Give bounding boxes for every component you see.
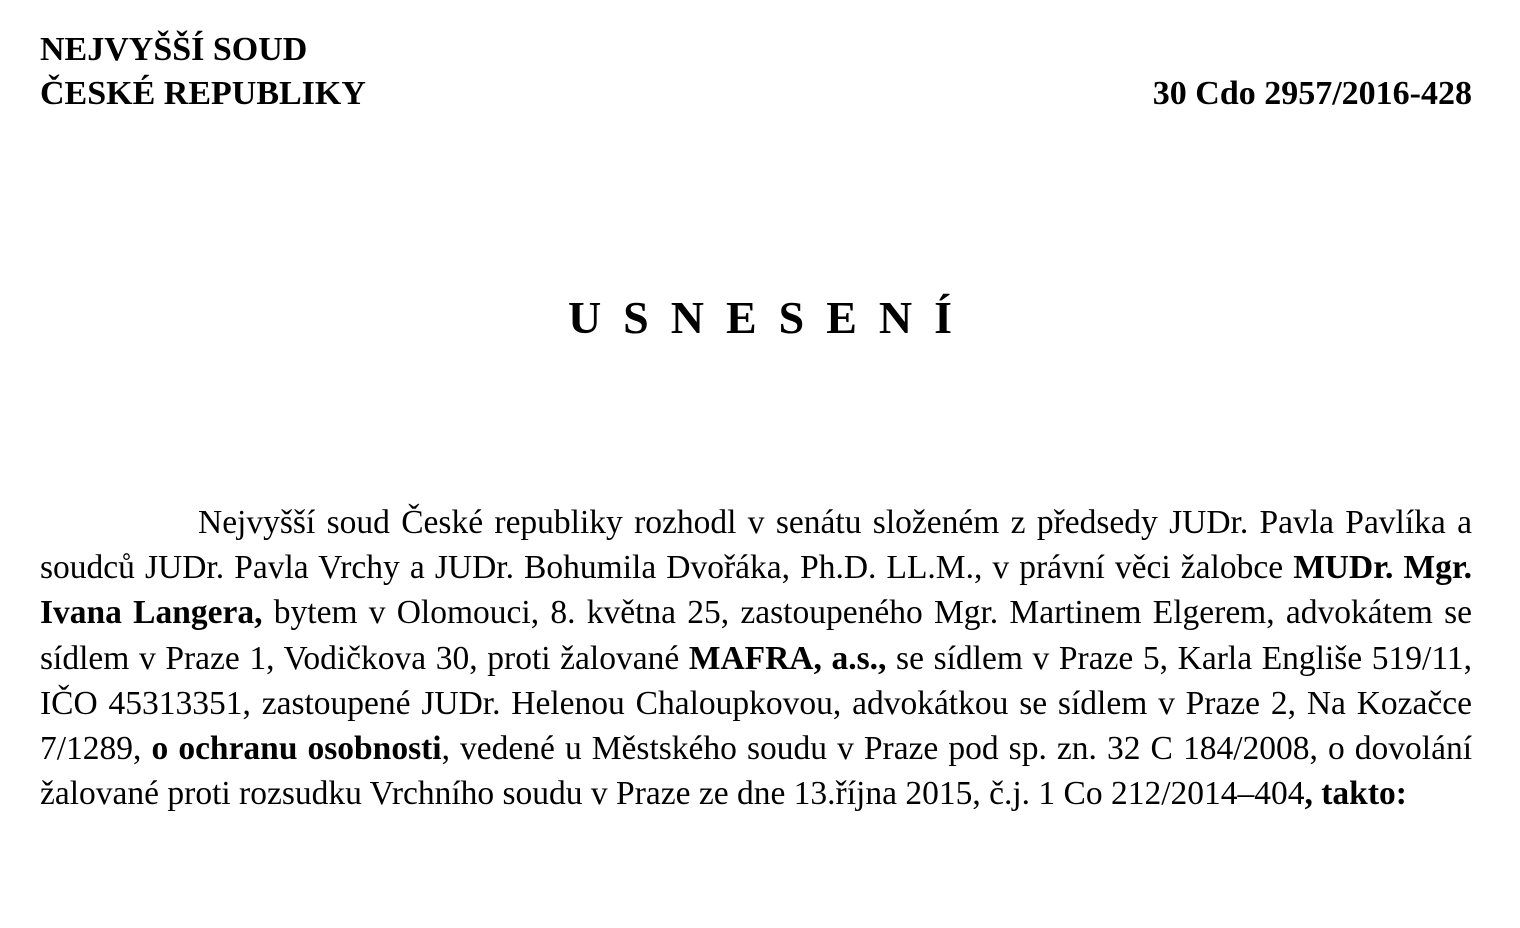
court-name [40,28,366,116]
proceedings-text: , vedené u Městského soudu v Praze pod sp. zn. 32 C 184/2008, o dovolání žalované proti rozsudku Vrchního soudu v Praze ze dne 13.října 2015, č.j. 1 Co 212/2014–404 [40,730,1473,813]
defendant-name: MAFRA, a.s., [688,639,887,677]
case-number: 30 Cdo 2957/2016-428 [1152,75,1472,112]
intro-text: Nejvyšší soud České republiky rozhodl v senátu složeném z předsedy JUDr. Pavla Pavlíka a soudců JUDr. Pavla Vrchy a JUDr. Bohumila Dvořáka, Ph.D. LL.M., v právní věci žalobce [40,504,1472,587]
case-subject: o ochranu osobnosti [151,730,442,768]
defendant-details-text: se sídlem v Praze 5, Karla Engliše 519/11, IČO 45313351, zastoupené JUDr. Helenou Chaloupkovou, advokátkou se sídlem v Praze 2, Na Kozačce 7/1289, [40,639,1472,768]
plaintiff-details-text: bytem v Olomouci, 8. května 25, zastoupeného Mgr. Martinem Elgerem, advokátem se sídlem v Praze 1, Vodičkova 30, proti žalované [40,594,1472,677]
court-name-line-1: NEJVYŠŠÍ SOUD [40,31,308,68]
document-title: USNESENÍ [567,292,975,343]
court-name-line-2: ČESKÉ REPUBLIKY [40,75,366,112]
closing-phrase: , takto: [1304,775,1407,813]
decision-paragraph [40,500,1472,816]
plaintiff-name: MUDr. Mgr. Ivana Langera, [40,549,1472,632]
